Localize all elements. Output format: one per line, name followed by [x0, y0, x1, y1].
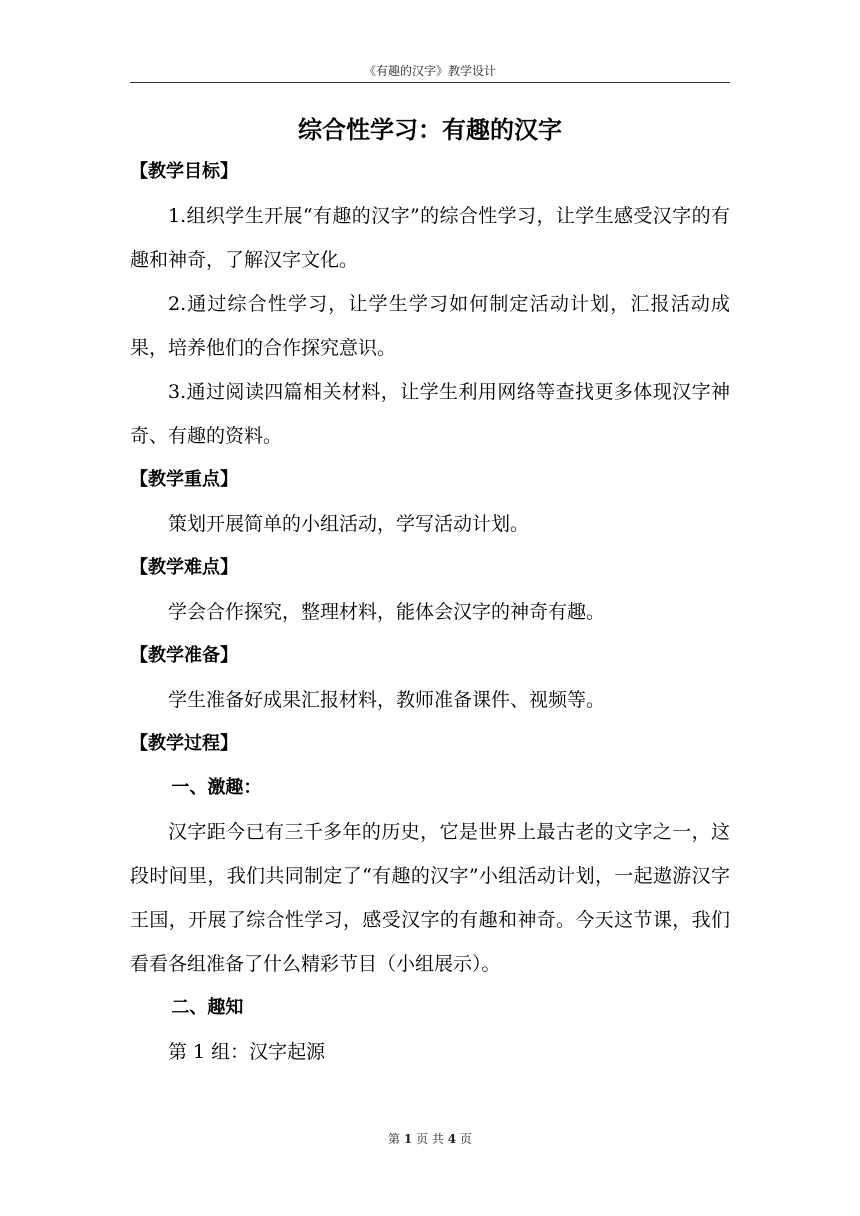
page-footer [130, 1130, 730, 1147]
header-divider [130, 82, 730, 83]
process-step-1-heading: 一、激趣： [171, 777, 262, 798]
process-step-2-heading: 二、趣知 [171, 997, 244, 1018]
document-body [130, 150, 730, 1074]
footer-mid: 页 共 [416, 1132, 444, 1146]
section-heading-preparation: 【教学准备】 [130, 645, 238, 666]
footer-total-pages: 4 [447, 1132, 457, 1146]
objective-paragraph-3: 3.通过阅读四篇相关材料，让学生利用网络等查找更多体现汉字神奇、有趣的资料。 [130, 381, 730, 447]
page-header: 《有趣的汉字》教学设计 [363, 64, 496, 78]
objective-paragraph-2: 2.通过综合性学习，让学生学习如何制定活动计划，汇报活动成果，培养他们的合作探究意识。 [130, 293, 730, 359]
document-title: 综合性学习：有趣的汉字 [298, 116, 562, 144]
section-heading-process: 【教学过程】 [130, 733, 238, 754]
section-heading-key-points: 【教学重点】 [130, 469, 238, 490]
footer-suffix: 页 [459, 1132, 472, 1146]
difficulties-paragraph: 学会合作探究，整理材料，能体会汉字的神奇有趣。 [168, 601, 606, 623]
objective-paragraph-1: 1.组织学生开展“有趣的汉字”的综合性学习，让学生感受汉字的有趣和神奇，了解汉字文化。 [130, 205, 730, 271]
footer-prefix: 第 [388, 1132, 401, 1146]
section-heading-objectives: 【教学目标】 [130, 161, 238, 182]
process-step-2-paragraph: 第 1 组：汉字起源 [168, 1041, 326, 1063]
section-heading-difficulties: 【教学难点】 [130, 557, 238, 578]
preparation-paragraph: 学生准备好成果汇报材料，教师准备课件、视频等。 [168, 689, 606, 711]
footer-page-number: 1 [403, 1132, 413, 1146]
process-step-1-paragraph: 汉字距今已有三千多年的历史，它是世界上最古老的文字之一，这段时间里，我们共同制定了“有趣的汉字”小组活动计划，一起遨游汉字王国，开展了综合性学习，感受汉字的有趣和神奇。今天这节课，我们看看各组准备了什么精彩节目（小组展示）。 [130, 821, 730, 975]
key-points-paragraph: 策划开展简单的小组活动，学写活动计划。 [168, 513, 530, 535]
